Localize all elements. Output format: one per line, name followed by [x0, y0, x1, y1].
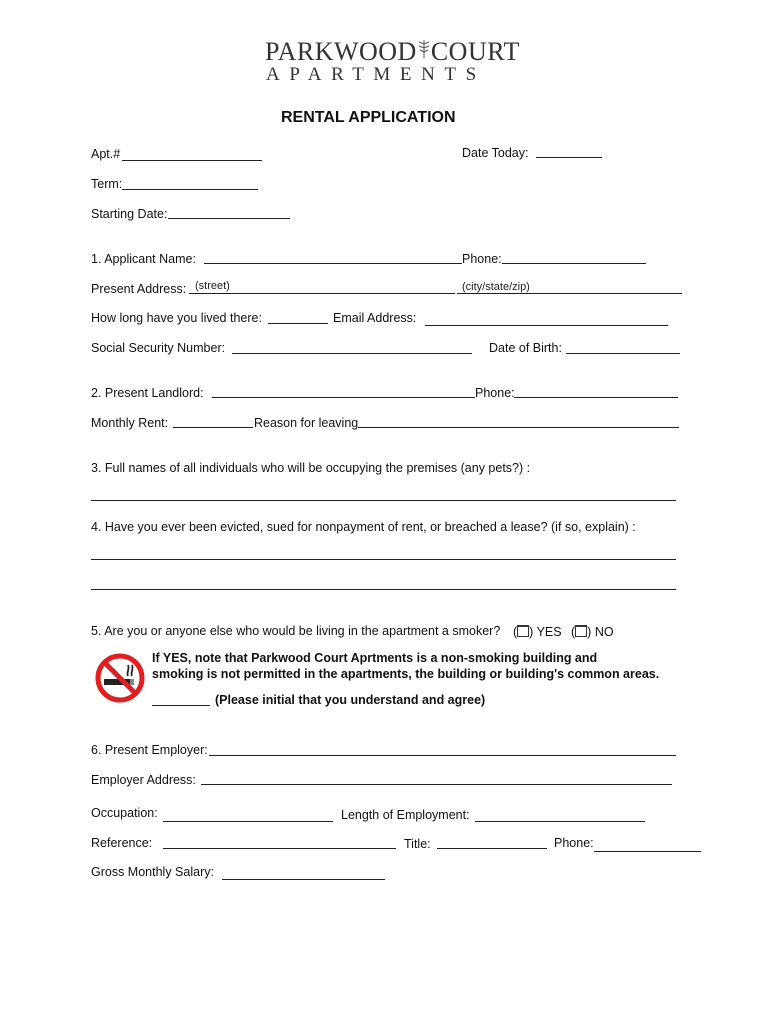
term-label: Term:: [91, 177, 123, 191]
email-label: Email Address:: [333, 311, 417, 325]
question-5: 5. Are you or anyone else who would be living in the apartment a smoker?: [91, 624, 501, 638]
no-option[interactable]: ( ) NO: [571, 625, 614, 639]
smoke-note-line1: If YES, note that Parkwood Court Aprtments is a non-smoking building and: [152, 651, 598, 665]
term-field[interactable]: [122, 189, 258, 190]
title-label: Title:: [404, 837, 431, 851]
yes-option[interactable]: ( ) YES: [513, 625, 562, 639]
email-field[interactable]: [425, 325, 668, 326]
initial-field[interactable]: [152, 705, 210, 706]
logo-word-court: COURT: [430, 37, 520, 66]
ssn-field[interactable]: [232, 353, 472, 354]
how-long-field[interactable]: [268, 323, 328, 324]
initial-note: (Please initial that you understand and agree): [215, 693, 486, 707]
city-hint: (city/state/zip): [462, 281, 530, 293]
yes-label: YES: [536, 625, 562, 639]
landlord-field[interactable]: [212, 397, 475, 398]
length-employment-field[interactable]: [475, 821, 645, 822]
employer-field[interactable]: [209, 755, 676, 756]
landlord-label: 2. Present Landlord:: [91, 386, 204, 400]
page-title: RENTAL APPLICATION: [281, 109, 456, 126]
occupation-label: Occupation:: [91, 806, 158, 820]
reference-field[interactable]: [163, 848, 396, 849]
q3-answer-line[interactable]: [91, 500, 676, 501]
logo-subtitle: APARTMENTS: [266, 64, 486, 85]
reference-phone-label: Phone:: [554, 836, 594, 850]
salary-label: Gross Monthly Salary:: [91, 865, 214, 879]
smoke-note-line2: smoking is not permitted in the apartments, the building or building's common areas.: [152, 667, 660, 681]
no-smoking-icon: [94, 652, 146, 704]
ssn-label: Social Security Number:: [91, 341, 226, 355]
dob-field[interactable]: [566, 353, 680, 354]
street-field[interactable]: [189, 293, 455, 294]
occupation-field[interactable]: [163, 821, 333, 822]
length-employment-label: Length of Employment:: [341, 808, 470, 822]
present-address-label: Present Address:: [91, 282, 187, 296]
starting-date-label: Starting Date:: [91, 207, 168, 221]
title-field[interactable]: [437, 848, 547, 849]
starting-date-field[interactable]: [168, 218, 290, 219]
date-today-label: Date Today:: [462, 146, 529, 160]
street-hint: (street): [195, 280, 230, 292]
no-label: NO: [594, 625, 614, 639]
dob-label: Date of Birth:: [489, 341, 562, 355]
q4-answer-line-1[interactable]: [91, 559, 676, 560]
q4-answer-line-2[interactable]: [91, 589, 676, 590]
yes-checkbox-icon[interactable]: [517, 625, 529, 637]
leaf-icon: [417, 38, 431, 62]
employer-address-field[interactable]: [201, 784, 672, 785]
landlord-phone-field[interactable]: [514, 397, 678, 398]
city-field[interactable]: [457, 293, 682, 294]
logo-text: [265, 36, 520, 67]
date-today-field[interactable]: [536, 157, 602, 158]
question-3: 3. Full names of all individuals who will be occupying the premises (any pets?) :: [91, 461, 531, 475]
apt-field[interactable]: [122, 160, 262, 161]
employer-label: 6. Present Employer:: [91, 743, 208, 757]
employer-address-label: Employer Address:: [91, 773, 196, 787]
reference-phone-field[interactable]: [594, 851, 701, 852]
applicant-name-label: 1. Applicant Name:: [91, 252, 196, 266]
landlord-phone-label: Phone:: [475, 386, 515, 400]
no-checkbox-icon[interactable]: [575, 625, 587, 637]
phone-field[interactable]: [502, 263, 646, 264]
salary-field[interactable]: [222, 879, 385, 880]
applicant-name-field[interactable]: [204, 263, 462, 264]
reason-label: Reason for leaving: [254, 416, 359, 430]
apt-label: Apt.#: [91, 147, 121, 161]
monthly-rent-label: Monthly Rent:: [91, 416, 169, 430]
reference-label: Reference:: [91, 836, 153, 850]
question-4: 4. Have you ever been evicted, sued for nonpayment of rent, or breached a lease? (if so, explain) :: [91, 520, 636, 534]
how-long-label: How long have you lived there:: [91, 311, 262, 325]
monthly-rent-field[interactable]: [173, 427, 253, 428]
reason-field[interactable]: [358, 427, 679, 428]
phone-label: Phone:: [462, 252, 502, 266]
logo-word-parkwood: PARKWOOD: [265, 37, 417, 66]
